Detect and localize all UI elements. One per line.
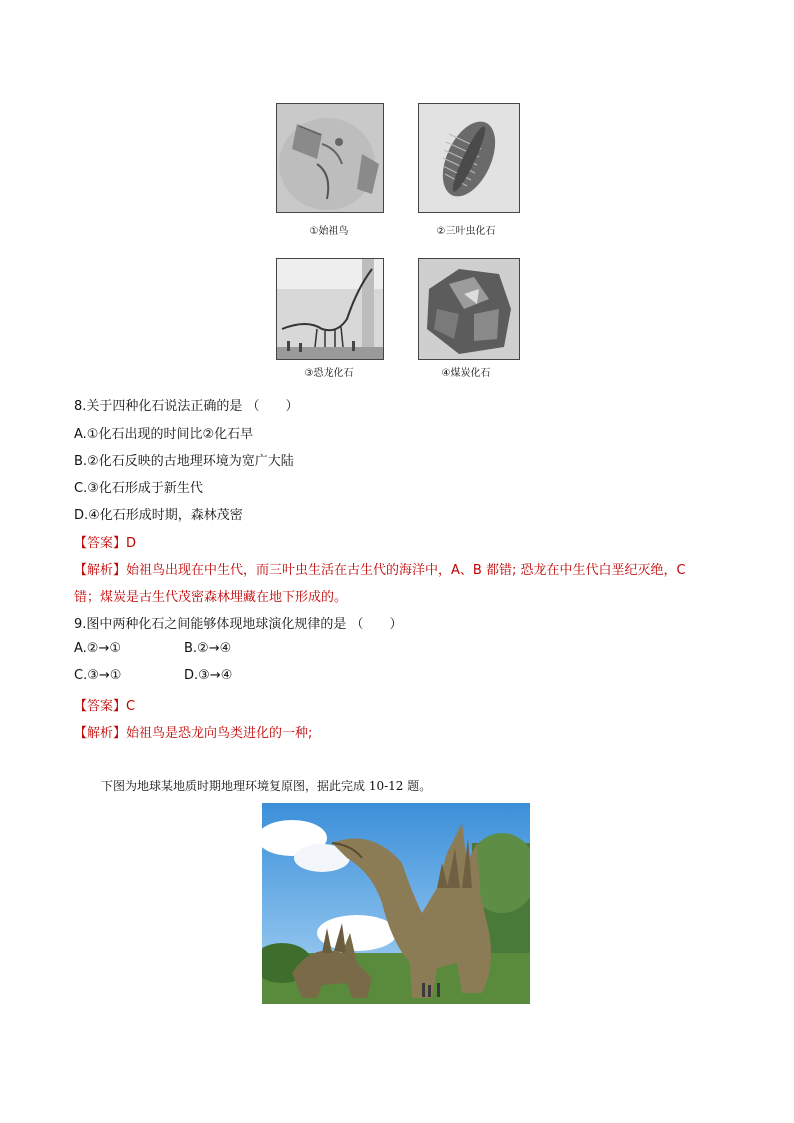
- answer-tag: 【答案】: [74, 699, 127, 714]
- analysis-text: 始祖鸟出现在中生代，而三叶虫生活在古生代的海洋中，A、B 都错; 恐龙在中生代白垩纪灭绝，C: [126, 563, 686, 578]
- answer-value: D: [126, 536, 137, 551]
- question9-option-d: D.③→④: [184, 668, 233, 683]
- question8-analysis-continued: 错；煤炭是古生代茂密森林埋藏在地下形成的。: [74, 590, 348, 605]
- question9-option-c: C.③→①: [74, 668, 122, 683]
- figure4-caption: ④煤炭化石: [441, 368, 491, 379]
- answer-tag: 【答案】: [74, 536, 127, 551]
- coal-fossil-image: [418, 258, 520, 360]
- analysis-tag: 【解析】: [74, 726, 127, 741]
- question9-answer: [74, 695, 135, 714]
- trilobite-fossil-image: [418, 103, 520, 213]
- dinosaur-fossil-image: [276, 258, 384, 360]
- question9-analysis: [74, 722, 312, 741]
- analysis-tag: 【解析】: [74, 563, 127, 578]
- question9-option-b: B.②→④: [184, 641, 232, 656]
- figure1-caption: ①始祖鸟: [309, 226, 349, 237]
- question8-analysis: [74, 559, 686, 578]
- question8-option-c: C.③化石形成于新生代: [74, 481, 203, 496]
- question9-option-a: A.②→①: [74, 641, 121, 656]
- question8-option-b: B.②化石反映的古地理环境为宽广大陆: [74, 454, 294, 469]
- question8-answer: [74, 532, 136, 551]
- archaeopteryx-fossil-image: [276, 103, 384, 213]
- figure2-caption: ②三叶虫化石: [436, 226, 496, 237]
- question8-option-d: D.④化石形成时期，森林茂密: [74, 508, 243, 523]
- stegosaurus-photo: [262, 803, 530, 1004]
- section-intro: 下图为地球某地质时期地理环境复原图，据此完成 10-12 题。: [101, 779, 432, 793]
- analysis-text: 始祖鸟是恐龙向鸟类进化的一种;: [126, 726, 313, 741]
- question9-stem: 9.图中两种化石之间能够体现地球演化规律的是 （ ）: [74, 617, 403, 632]
- answer-value: C: [126, 699, 136, 714]
- figure3-caption: ③恐龙化石: [304, 368, 354, 379]
- question8-stem: 8.关于四种化石说法正确的是 （ ）: [74, 399, 299, 414]
- question8-option-a: A.①化石出现的时间比②化石早: [74, 427, 254, 442]
